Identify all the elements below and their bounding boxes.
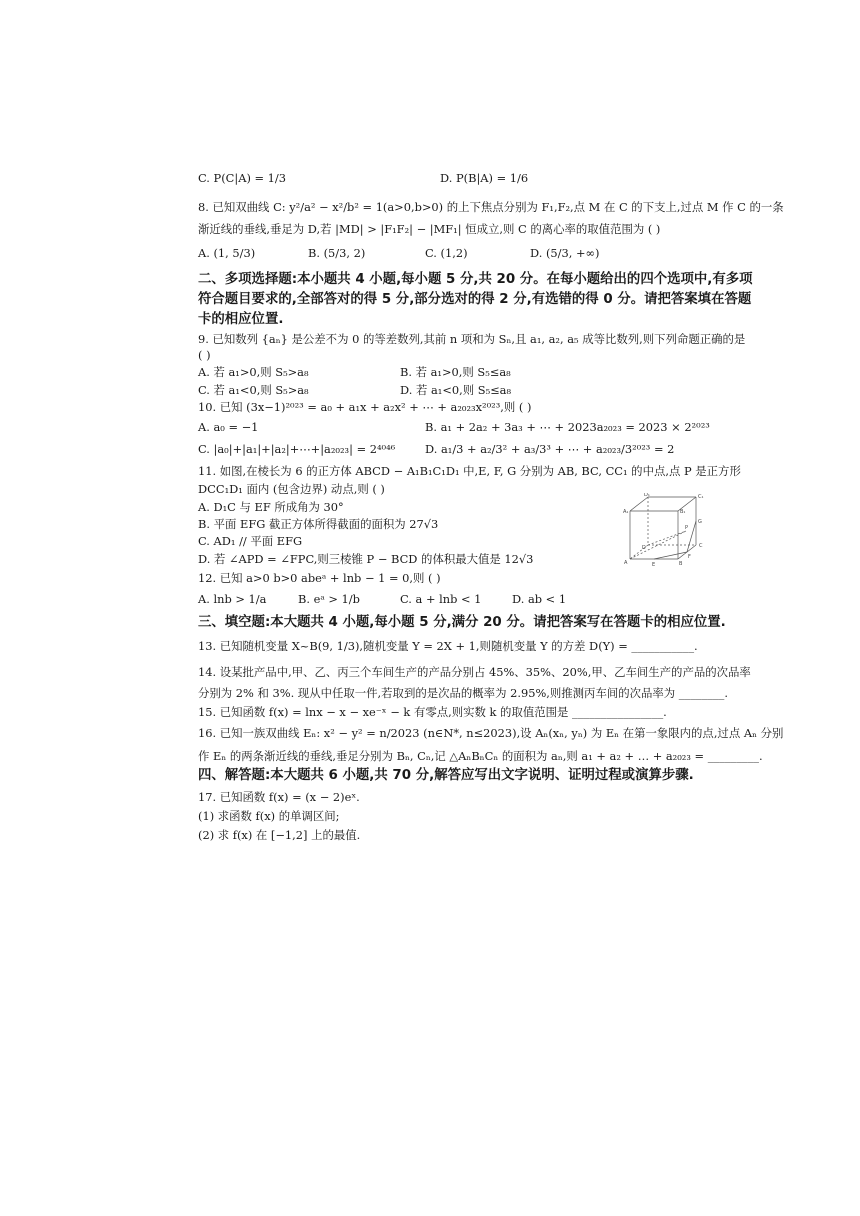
section4-heading: 四、解答题:本大题共 6 小题,共 70 分,解答应写出文字说明、证明过程或演算步骤. bbox=[198, 768, 694, 783]
q9-option-c: C. 若 a₁<0,则 S₅>a₈ bbox=[198, 383, 309, 397]
q9-option-d: D. 若 a₁<0,则 S₅≤a₈ bbox=[400, 383, 512, 397]
q12-option-b: B. eᵃ > 1/b bbox=[298, 592, 360, 606]
q7-option-c: C. P(C|A) = 1/3 bbox=[198, 171, 286, 185]
q7-option-d: D. P(B|A) = 1/6 bbox=[440, 171, 529, 185]
q16-line1: 16. 已知一族双曲线 Eₙ: x² − y² = n/2023 (n∈N*, n≤2023),设 Aₙ(xₙ, yₙ) 为 Eₙ 在第一象限内的点,过点 Aₙ 分别 bbox=[198, 726, 784, 740]
q8-option-d: D. (5/3, +∞) bbox=[530, 246, 600, 260]
label-e: E bbox=[652, 562, 656, 568]
q10-option-b: B. a₁ + 2a₂ + 3a₃ + ⋯ + 2023a₂₀₂₃ = 2023 × 2²⁰²³ bbox=[425, 420, 710, 434]
label-d: D bbox=[642, 545, 646, 551]
label-b: B bbox=[679, 561, 683, 567]
q17-stem: 17. 已知函数 f(x) = (x − 2)eˣ. bbox=[198, 790, 360, 804]
label-p: P bbox=[685, 525, 689, 531]
q8-stem-line1: 8. 已知双曲线 C: y²/a² − x²/b² = 1(a>0,b>0) 的上下焦点分别为 F₁,F₂,点 M 在 C 的下支上,过点 M 作 C 的一条 bbox=[198, 200, 784, 214]
q10-option-c: C. |a₀|+|a₁|+|a₂|+⋯+|a₂₀₂₃| = 2⁴⁰⁴⁶ bbox=[198, 442, 396, 456]
label-b1: B₁ bbox=[680, 509, 686, 515]
q9-option-b: B. 若 a₁>0,则 S₅≤a₈ bbox=[400, 365, 511, 379]
q17-part1: (1) 求函数 f(x) 的单调区间; bbox=[198, 809, 340, 823]
q9-stem-line1: 9. 已知数列 {aₙ} 是公差不为 0 的等差数列,其前 n 项和为 Sₙ,且 a₁, a₂, a₅ 成等比数列,则下列命题正确的是 bbox=[198, 332, 746, 346]
label-c: C bbox=[699, 543, 703, 549]
section2-heading-line2: 符合题目要求的,全部答对的得 5 分,部分选对的得 2 分,有选错的得 0 分。请把答案填在答题 bbox=[198, 292, 752, 307]
label-a: A bbox=[624, 560, 628, 566]
q12-option-d: D. ab < 1 bbox=[512, 592, 567, 606]
q11-option-b: B. 平面 EFG 截正方体所得截面的面积为 27√3 bbox=[198, 517, 439, 531]
q13: 13. 已知随机变量 X~B(9, 1/3),随机变量 Y = 2X + 1,则随机变量 Y 的方差 D(Y) = ___________. bbox=[198, 639, 698, 653]
q8-option-c: C. (1,2) bbox=[425, 246, 468, 260]
q14-line2: 分别为 2% 和 3%. 现从中任取一件,若取到的是次品的概率为 2.95%,则推测丙车间的次品率为 ________. bbox=[198, 686, 728, 700]
q12-option-c: C. a + lnb < 1 bbox=[400, 592, 482, 606]
q11-stem-line1: 11. 如图,在棱长为 6 的正方体 ABCD − A₁B₁C₁D₁ 中,E, F, G 分别为 AB, BC, CC₁ 的中点,点 P 是正方形 bbox=[198, 464, 741, 478]
q10-option-a: A. a₀ = −1 bbox=[198, 420, 259, 434]
q12-stem: 12. 已知 a>0 b>0 abeᵃ + lnb − 1 = 0,则 ( ) bbox=[198, 571, 441, 585]
q8-option-b: B. (5/3, 2) bbox=[308, 246, 366, 260]
q17-part2: (2) 求 f(x) 在 [−1,2] 上的最值. bbox=[198, 828, 361, 842]
label-a1: A₁ bbox=[623, 509, 629, 515]
section2-heading-line3: 卡的相应位置. bbox=[198, 312, 284, 327]
q11-option-c: C. AD₁ // 平面 EFG bbox=[198, 534, 303, 548]
section2-heading-line1: 二、多项选择题:本小题共 4 小题,每小题 5 分,共 20 分。在每小题给出的四个选项中,有多项 bbox=[198, 272, 753, 287]
q12-option-a: A. lnb > 1/a bbox=[198, 592, 267, 606]
q10-stem: 10. 已知 (3x−1)²⁰²³ = a₀ + a₁x + a₂x² + ⋯ + a₂₀₂₃x²⁰²³,则 ( ) bbox=[198, 400, 532, 414]
q8-stem-line2: 渐近线的垂线,垂足为 D,若 |MD| > |F₁F₂| − |MF₁| 恒成立,则 C 的离心率的取值范围为 ( ) bbox=[198, 222, 661, 236]
q11-option-a: A. D₁C 与 EF 所成角为 30° bbox=[198, 500, 344, 514]
q10-option-d: D. a₁/3 + a₂/3² + a₃/3³ + ⋯ + a₂₀₂₃/3²⁰²³ = 2 bbox=[425, 442, 675, 456]
q11-stem-line2: DCC₁D₁ 面内 (包含边界) 动点,则 ( ) bbox=[198, 482, 385, 496]
q15: 15. 已知函数 f(x) = lnx − x − xe⁻ˣ − k 有零点,则实数 k 的取值范围是 ________________. bbox=[198, 705, 667, 719]
q9-stem-line2: ( ) bbox=[198, 348, 211, 362]
q9-option-a: A. 若 a₁>0,则 S₅>a₈ bbox=[198, 365, 309, 379]
q16-line2: 作 Eₙ 的两条渐近线的垂线,垂足分别为 Bₙ, Cₙ,记 △AₙBₙCₙ 的面积为 aₙ,则 a₁ + a₂ + … + a₂₀₂₃ = _________. bbox=[198, 749, 763, 763]
label-d1: D₁ bbox=[644, 493, 650, 498]
q11-option-d: D. 若 ∠APD = ∠FPC,则三棱锥 P − BCD 的体积最大值是 12√3 bbox=[198, 552, 534, 566]
section3-heading: 三、填空题:本大题共 4 小题,每小题 5 分,满分 20 分。请把答案写在答题卡的相应位置. bbox=[198, 615, 726, 630]
cube-figure bbox=[622, 493, 712, 573]
label-f: F bbox=[688, 554, 691, 560]
q14-line1: 14. 设某批产品中,甲、乙、丙三个车间生产的产品分别占 45%、35%、20%,甲、乙车间生产的产品的次品率 bbox=[198, 665, 751, 679]
label-c1: C₁ bbox=[698, 494, 704, 500]
label-g: G bbox=[698, 519, 702, 525]
q8-option-a: A. (1, 5/3) bbox=[198, 246, 256, 260]
